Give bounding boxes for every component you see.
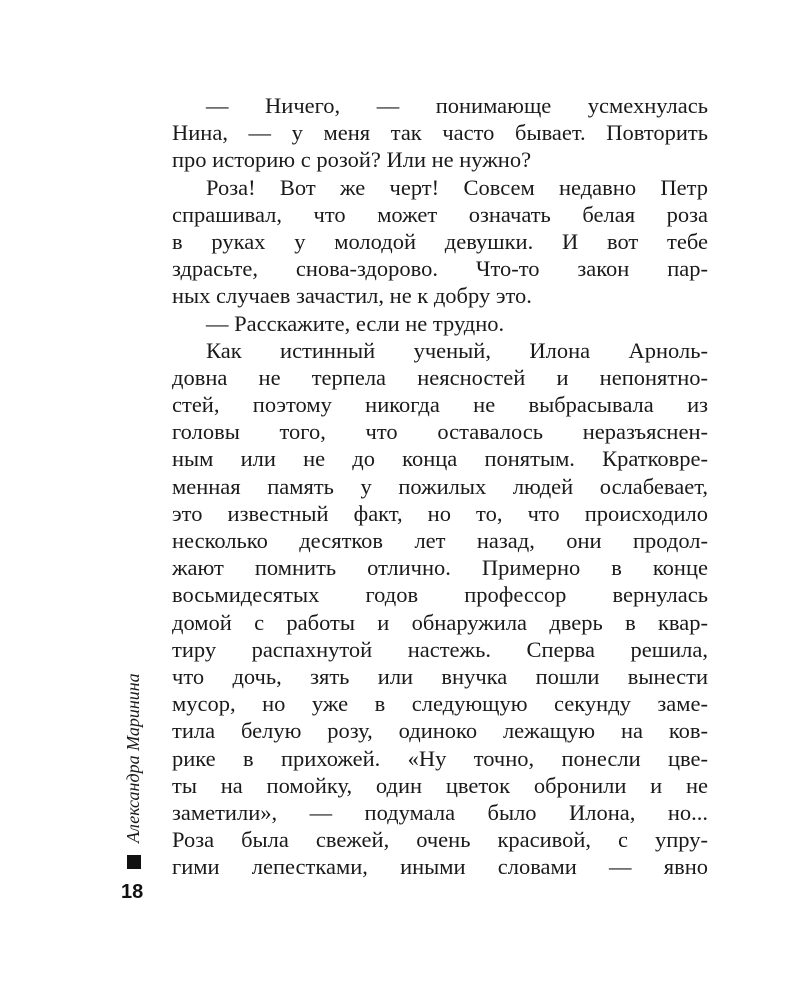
text-line: что дочь, зять или внучка пошли вынести: [172, 663, 708, 689]
running-author-name: Александра Маринина: [123, 673, 143, 843]
text-line: жают помнить отлично. Примерно в конце: [172, 555, 708, 581]
text-line: домой с работы и обнаружила дверь в квар-: [172, 609, 708, 635]
text-line: Роза была свежей, очень красивой, с упру-: [172, 827, 708, 853]
text-line: — Расскажите, если не трудно.: [206, 310, 505, 336]
text-line: Как истинный ученый, Илона Арноль-: [206, 337, 708, 363]
text-line: ным или не до конца понятым. Кратковре-: [172, 446, 708, 472]
text-line: ты на помойку, один цветок обронили и не: [172, 772, 708, 798]
text-line: заметили», — подумала было Илона, но...: [172, 799, 708, 825]
text-line: несколько десятков лет назад, они продол-: [172, 528, 708, 553]
text-line: — Ничего, — понимающе усмехнулась: [206, 93, 708, 118]
text-line: в руках у молодой девушки. И вот тебе: [172, 228, 708, 254]
page-body-text: [172, 92, 708, 880]
text-line: тиру распахнутой настежь. Сперва решила,: [172, 636, 708, 662]
text-line: головы того, что оставалось неразъяснен-: [172, 419, 708, 445]
text-line: здрасьте, снова-здорово. Что-то закон пар-: [172, 256, 708, 282]
text-line: спрашивал, что может означать белая роза: [172, 201, 708, 227]
text-line: довна не терпела неясностей и непонятно-: [172, 364, 708, 390]
text-line: гими лепестками, иными словами — явно: [172, 854, 708, 880]
text-line: это известный факт, но то, что происходило: [172, 500, 708, 526]
text-line: менная память у пожилых людей ослабевает,: [172, 473, 708, 499]
text-line: про историю с розой? Или не нужно?: [172, 147, 532, 173]
text-line: тила белую розу, одиноко лежащую на ков-: [172, 718, 708, 744]
page-marker-square: [127, 855, 141, 869]
text-line: восьмидесятых годов профессор вернулась: [172, 582, 708, 608]
page-number: 18: [121, 881, 144, 903]
text-line: Роза! Вот же черт! Совсем недавно Петр: [206, 174, 708, 200]
text-line: Нина, — у меня так часто бывает. Повторить: [172, 120, 708, 146]
text-line: ных случаев зачастил, не к добру это.: [172, 283, 532, 309]
text-line: рике в прихожей. «Ну точно, понесли цве-: [172, 745, 708, 771]
text-line: мусор, но уже в следующую секунду заме-: [172, 691, 708, 717]
text-line: стей, поэтому никогда не выбрасывала из: [172, 392, 708, 418]
